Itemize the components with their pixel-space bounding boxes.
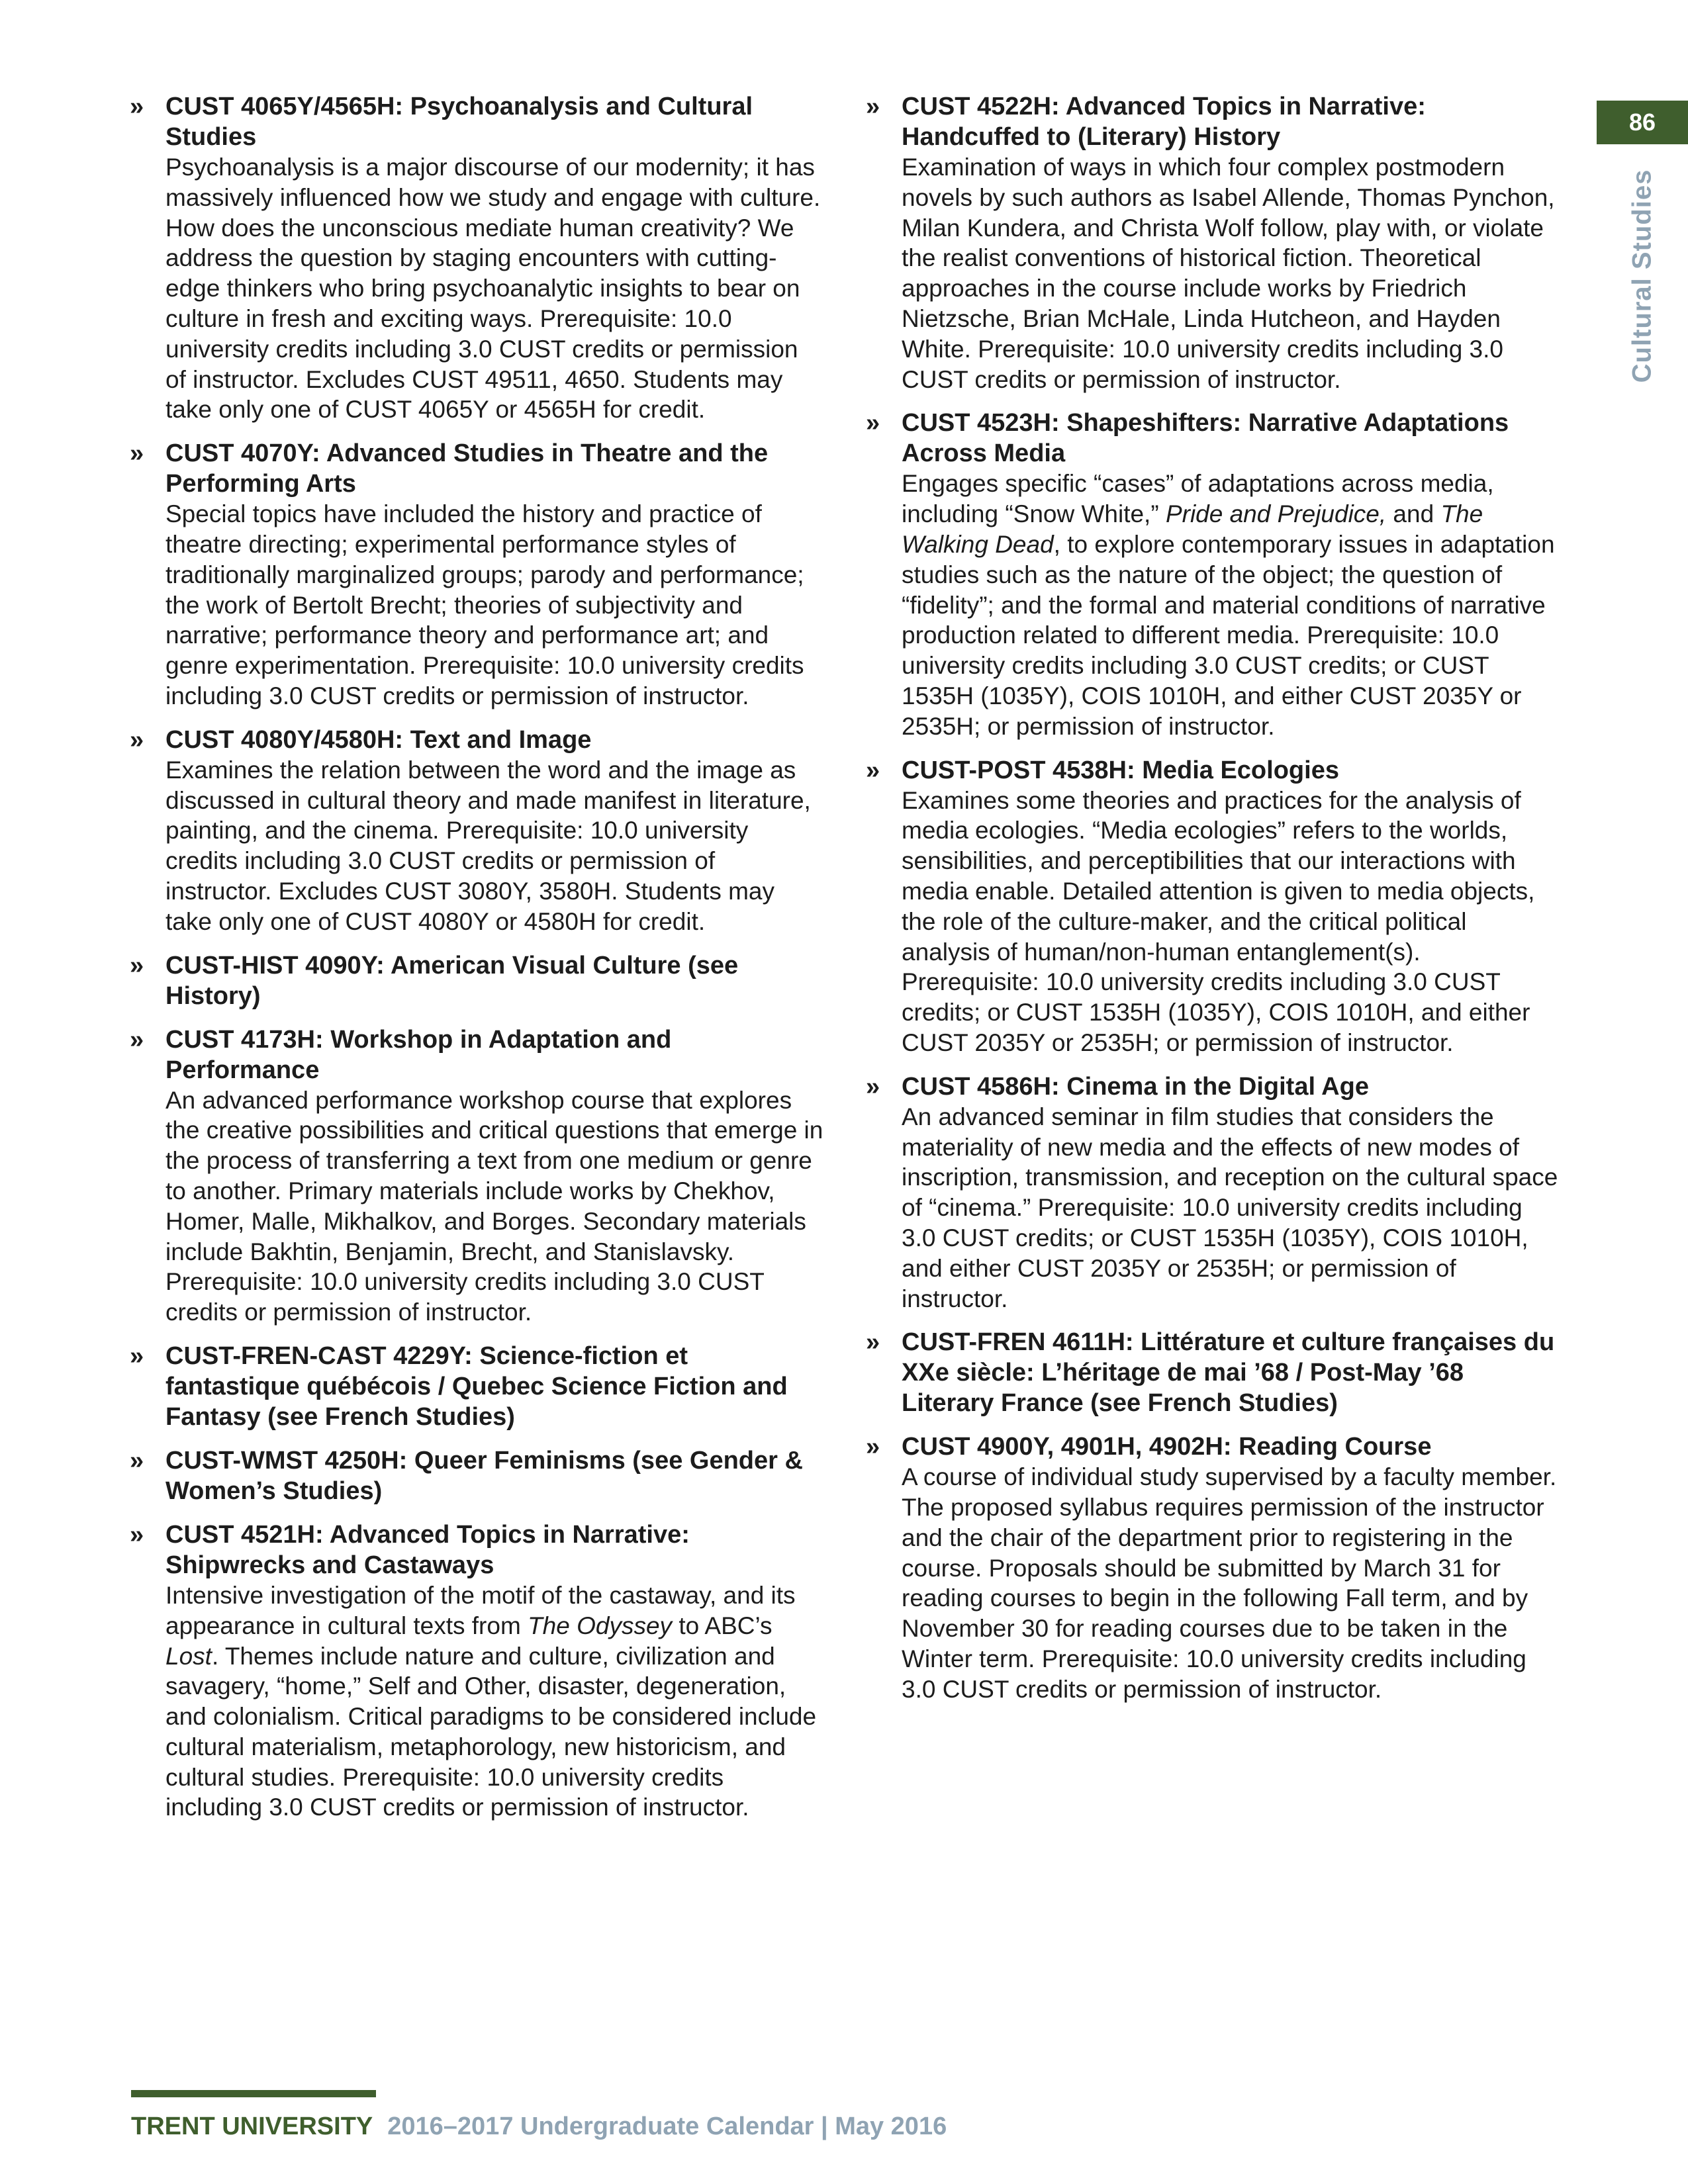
course-entry (130, 1520, 825, 1823)
course-description: An advanced performance workshop course that explores the creative possibilities and critical questions that emerge in the process of transferring a text from one medium or genre to another. Primary materials include works by Chekhov, Homer, Malle, Mikhalkov, and Borges. Secondary materials include Bakhtin, Benjamin, Brecht, and Stanislavsky. Prerequisite: 10.0 university credits including 3.0 CUST credits or permission of instructor. (165, 1086, 823, 1326)
course-entry (866, 1327, 1561, 1418)
italic-work-title: The Walking Dead (902, 500, 1483, 558)
course-title: CUST-HIST 4090Y: American Visual Culture (see History) (165, 951, 739, 1010)
course-entry (130, 1341, 825, 1432)
course-title: CUST 4070Y: Advanced Studies in Theatre and the Performing Arts (165, 439, 769, 498)
footer (131, 2110, 947, 2143)
course-entry (130, 1445, 825, 1506)
bullet-icon: » (866, 756, 880, 784)
course-title: CUST-POST 4538H: Media Ecologies (902, 756, 1339, 784)
description-text: to ABC’s (672, 1612, 773, 1639)
section-side-label-wrap (1606, 167, 1679, 385)
course-description: A course of individual study supervised by a faculty member. The proposed syllabus requires permission of the instructor and the chair of the department prior to registering in the course. Proposals should be submitted by March 31 for reading courses to begin in the following Fall term, and by November 30 for reading courses due to be taken in the Winter term. Prerequisite: 10.0 university credits including 3.0 CUST credits or permission of instructor. (902, 1463, 1557, 1703)
footer-university: TRENT UNIVERSITY (131, 2113, 373, 2140)
italic-work-title: The Odyssey (528, 1612, 673, 1639)
italic-work-title: Pride and Prejudice, (1165, 500, 1387, 528)
course-title: CUST 4900Y, 4901H, 4902H: Reading Course (902, 1433, 1432, 1461)
description-text: and (1386, 500, 1441, 528)
bullet-icon: » (130, 1446, 144, 1475)
bullet-icon: » (866, 409, 880, 437)
course-entry (130, 438, 825, 711)
bullet-icon: » (866, 1328, 880, 1357)
course-entry (130, 91, 825, 425)
course-description: An advanced seminar in film studies that considers the materiality of new media and the effects of new modes of inscription, transmission, and reception on the cultural space of “cinema.” Prerequisite: 10.0 university credits including 3.0 CUST credits; or CUST 1535H (1035Y), COIS 1010H, and either CUST 2035Y or 2535H; or permission of instructor. (902, 1103, 1558, 1312)
description-text: Engages specific “cases” of adaptations across media, including “Snow White,” (902, 470, 1494, 528)
course-title: CUST 4173H: Workshop in Adaptation and Performance (165, 1025, 672, 1084)
course-title: CUST-FREN-CAST 4229Y: Science-fiction et fantastique québécois / Quebec Science Fiction and Fantasy (see French Studies) (165, 1342, 788, 1431)
course-entry (866, 1432, 1561, 1704)
description-text: Intensive investigation of the motif of the castaway, and its appearance in cultural texts from (165, 1581, 796, 1639)
course-entry (130, 950, 825, 1011)
course-title: CUST-FREN 4611H: Littérature et culture françaises du XXe siècle: L’héritage de mai ’68 / Post-May ’68 Literary France (see French Studies) (902, 1328, 1555, 1418)
course-title: CUST 4065Y/4565H: Psychoanalysis and Cultural Studies (165, 93, 753, 151)
course-entry (866, 755, 1561, 1058)
bullet-icon: » (130, 725, 144, 754)
description-text: . Themes include nature and culture, civilization and savagery, “home,” Self and Other, disaster, degeneration, and colonialism. Critical paradigms to be considered include cultural materialism, metaphorology, new historicism, and cultural studies. Prerequisite: 10.0 university credits including 3.0 CUST credits or permission of instructor. (165, 1642, 817, 1821)
course-description: Examines some theories and practices for the analysis of media ecologies. “Media ecologies” refers to the worlds, sensibilities, and perceptibilities that our interactions with media enable. Detailed attention is given to media objects, the role of the culture-maker, and the critical political analysis of human/non-human entanglement(s). Prerequisite: 10.0 university credits including 3.0 CUST credits; or CUST 1535H (1035Y), COIS 1010H, and either CUST 2035Y or 2535H; or permission of instructor. (902, 786, 1535, 1056)
bullet-icon: » (130, 1025, 144, 1054)
course-entry (130, 725, 825, 937)
course-description: Examines the relation between the word and the image as discussed in cultural theory and made manifest in literature, painting, and the cinema. Prerequisite: 10.0 university credits including 3.0 CUST credits or permission of instructor. Excludes CUST 3080Y, 3580H. Students may take only one of CUST 4080Y or 4580H for credit. (165, 756, 811, 935)
course-entry (866, 408, 1561, 741)
course-entry (130, 1024, 825, 1328)
bullet-icon: » (130, 439, 144, 468)
course-description: Special topics have included the history and practice of theatre directing; experimental performance styles of traditionally marginalized groups; parody and performance; the work of Bertolt Brecht; theories of subjectivity and narrative; performance theory and performance art; and genre experimentation. Prerequisite: 10.0 university credits including 3.0 CUST credits or permission of instructor. (165, 500, 804, 709)
course-entry (866, 1071, 1561, 1314)
bullet-icon: » (866, 1072, 880, 1101)
course-description (902, 469, 1561, 741)
course-title: CUST 4522H: Advanced Topics in Narrative: Handcuffed to (Literary) History (902, 93, 1426, 151)
footer-calendar: 2016–2017 Undergraduate Calendar | May 2016 (387, 2113, 947, 2140)
bullet-icon: » (130, 93, 144, 120)
course-title: CUST 4521H: Advanced Topics in Narrative: Shipwrecks and Castaways (165, 1520, 690, 1579)
right-column (866, 91, 1561, 1718)
italic-work-title: Lost (165, 1642, 212, 1670)
section-side-label: Cultural Studies (1627, 169, 1657, 383)
bullet-icon: » (130, 1520, 144, 1549)
footer-rule (131, 2090, 376, 2097)
bullet-icon: » (130, 1342, 144, 1370)
bullet-icon: » (866, 93, 880, 120)
course-entry (866, 91, 1561, 394)
page-number: 86 (1597, 101, 1688, 144)
course-description (165, 1580, 825, 1823)
bullet-icon: » (130, 951, 144, 979)
course-title: CUST 4586H: Cinema in the Digital Age (902, 1072, 1369, 1101)
course-title: CUST 4523H: Shapeshifters: Narrative Adaptations Across Media (902, 409, 1509, 468)
course-description: Examination of ways in which four complex postmodern novels by such authors as Isabel Allende, Thomas Pynchon, Milan Kundera, and Christa Wolf follow, play with, or violate the realist conventions of historical fiction. Theoretical approaches in the course include works by Friedrich Nietzsche, Brian McHale, Linda Hutcheon, and Hayden White. Prerequisite: 10.0 university credits including 3.0 CUST credits or permission of instructor. (902, 154, 1555, 393)
bullet-icon: » (866, 1433, 880, 1461)
course-title: CUST 4080Y/4580H: Text and Image (165, 725, 592, 754)
course-description: Psychoanalysis is a major discourse of our modernity; it has massively influenced how we study and engage with culture. How does the unconscious mediate human creativity? We address the question by staging encounters with cutting-edge thinkers who bring psychoanalytic insights to bear on culture in fresh and exciting ways. Prerequisite: 10.0 university credits including 3.0 CUST credits or permission of instructor. Excludes CUST 49511, 4650. Students may take only one of CUST 4065Y or 4565H for credit. (165, 154, 821, 424)
description-text: , to explore contemporary issues in adaptation studies such as the nature of the object; the question of “fidelity”; and the formal and material conditions of narrative production related to different media. Prerequisite: 10.0 university credits including 3.0 CUST credits; or CUST 1535H (1035Y), COIS 1010H, and either CUST 2035Y or 2535H; or permission of instructor. (902, 530, 1555, 740)
left-column (130, 91, 825, 1836)
course-title: CUST-WMST 4250H: Queer Feminisms (see Gender & Women’s Studies) (165, 1446, 803, 1505)
